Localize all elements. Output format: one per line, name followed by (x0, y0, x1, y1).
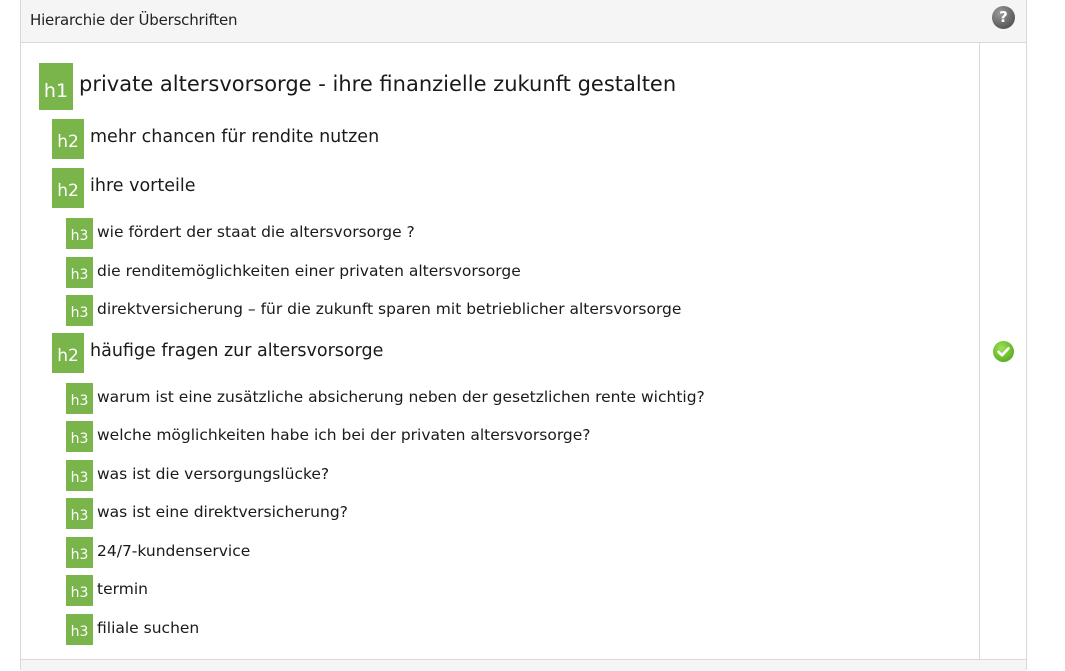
h3-badge: h3 (66, 257, 93, 288)
h2-badge: h2 (52, 119, 84, 159)
heading-h2 (52, 119, 379, 159)
heading-text: 24/7-kundenservice (97, 541, 251, 560)
heading-text: was ist die versorgungslücke? (97, 464, 330, 483)
heading-text: termin (97, 579, 148, 598)
heading-h2 (52, 168, 195, 208)
h3-badge: h3 (66, 537, 93, 568)
heading-h3 (66, 614, 199, 645)
panel-title: Hierarchie der Überschriften (30, 11, 238, 29)
h2-badge: h2 (52, 333, 84, 373)
heading-h3 (66, 383, 705, 414)
heading-text: was ist eine direktversicherung? (97, 502, 348, 521)
h3-badge: h3 (66, 575, 93, 606)
heading-h1 (39, 63, 676, 110)
h1-badge: h1 (39, 63, 73, 110)
heading-text: die renditemöglichkeiten einer privaten altersvorsorge (97, 261, 521, 280)
heading-text: mehr chancen für rendite nutzen (90, 126, 380, 147)
heading-h2 (52, 333, 383, 373)
panel-header (21, 0, 1026, 43)
h3-badge: h3 (66, 295, 93, 326)
h3-badge: h3 (66, 460, 93, 491)
h3-badge: h3 (66, 614, 93, 645)
heading-h3 (66, 257, 521, 288)
check-icon (993, 341, 1014, 362)
h3-badge: h3 (66, 421, 93, 452)
h3-badge: h3 (66, 498, 93, 529)
column-divider (979, 43, 980, 660)
heading-h3 (66, 498, 348, 529)
panel-footer (21, 659, 1026, 671)
heading-text: wie fördert der staat die altersvorsorge ? (97, 222, 415, 241)
h2-badge: h2 (52, 168, 84, 208)
help-icon[interactable]: ? (992, 6, 1015, 29)
heading-h3 (66, 295, 681, 326)
heading-text: private altersvorsorge - ihre finanzielle zukunft gestalten (79, 71, 677, 96)
h3-badge: h3 (66, 383, 93, 414)
heading-h3 (66, 537, 250, 568)
heading-h3 (66, 218, 415, 249)
heading-text: ihre vorteile (90, 175, 196, 196)
heading-h3 (66, 421, 591, 452)
h3-badge: h3 (66, 218, 93, 249)
heading-text: welche möglichkeiten habe ich bei der privaten altersvorsorge? (97, 425, 591, 444)
heading-text: häufige fragen zur altersvorsorge (90, 340, 384, 361)
heading-text: warum ist eine zusätzliche absicherung neben der gesetzlichen rente wichtig? (97, 387, 705, 406)
heading-text: direktversicherung – für die zukunft sparen mit betrieblicher altersvorsorge (97, 299, 682, 318)
heading-h3 (66, 575, 148, 606)
heading-h3 (66, 460, 329, 491)
heading-text: filiale suchen (97, 618, 200, 637)
heading-hierarchy-panel (20, 0, 1027, 670)
